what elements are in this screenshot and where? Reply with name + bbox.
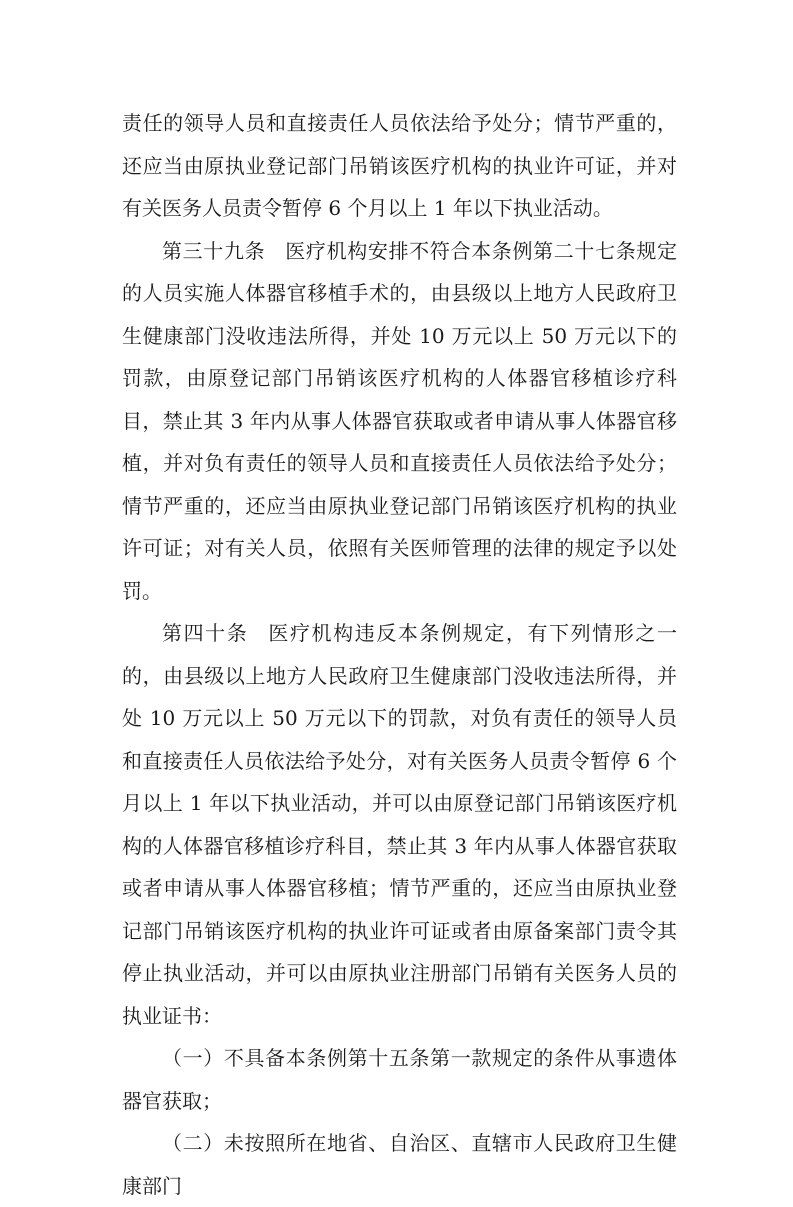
paragraph-text: （一）不具备本条例第十五条第一款规定的条件从事遗体器官获取； xyxy=(122,1046,677,1113)
document-body xyxy=(122,102,677,1207)
article-heading: 第三十九条 xyxy=(162,238,266,263)
paragraph-text: 医疗机构安排不符合本条例第二十七条规定的人员实施人体器官移植手术的，由县级以上地方人民政府卫生健康部门没收违法所得，并处 10 万元以上 50 万元以下的罚款，由原登记部门吊销该医疗机构的人体器官移植诊疗科目，禁止其 3 年内从事人体器官获取或者申请从事人体器官移植，并对负有责任的领导人员和直接责任人员依法给予处分；情节严重的，还应当由原执业登记部门吊销该医疗机构的执业许可证；对有关人员，依照有关医师管理的法律的规定予以处罚。 xyxy=(122,238,678,603)
article-40-paragraph xyxy=(122,612,677,1037)
paragraph-text: （二）未按照所在地省、自治区、直辖市人民政府卫生健康部门 xyxy=(122,1131,677,1198)
list-item-2 xyxy=(122,1122,677,1207)
paragraph-continuation xyxy=(122,102,677,230)
paragraph-text: 责任的领导人员和直接责任人员依法给予处分；情节严重的，还应当由原执业登记部门吊销该医疗机构的执业许可证，并对有关医务人员责令暂停 6 个月以上 1 年以下执业活动。 xyxy=(122,111,677,220)
list-item-1 xyxy=(122,1037,677,1122)
article-heading: 第四十条 xyxy=(162,621,249,645)
article-39-paragraph xyxy=(122,230,677,613)
paragraph-text: 医疗机构违反本条例规定，有下列情形之一的，由县级以上地方人民政府卫生健康部门没收违法所得，并处 10 万元以上 50 万元以下的罚款，对负有责任的领导人员和直接责任人员依法给予处分，对有关医务人员责令暂停 6 个月以上 1 年以下执业活动，并可以由原登记部门吊销该医疗机构的人体器官移植诊疗科目，禁止其 3 年内从事人体器官获取或者申请从事人体器官移植；情节严重的，还应当由原执业登记部门吊销该医疗机构的执业许可证或者由原备案部门责令其停止执业活动，并可以由原执业注册部门吊销有关医务人员的执业证书： xyxy=(122,621,678,1028)
